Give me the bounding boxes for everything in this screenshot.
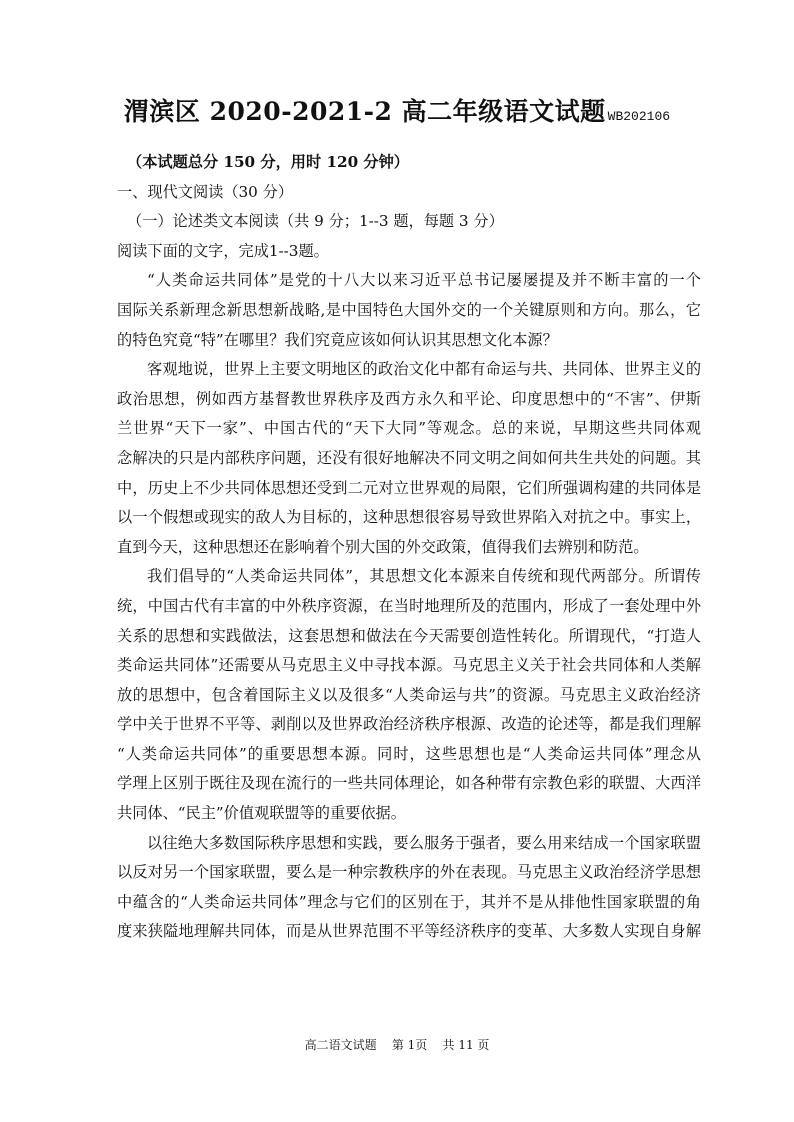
passage-line: 学理上区别于既往及现在流行的一些共同体理论，如各种带有宗教色彩的联盟、大西洋 [117,774,701,793]
subsection-heading: （一）论述类文本阅读（共 9 分；1--3 题，每题 3 分） [127,212,504,231]
passage-line: 中，历史上不少共同体思想还受到二元对立世界观的局限，它们所强调构建的共同体是 [117,478,701,497]
exam-title: 渭滨区 2020-2021-2 高二年级语文试题 [123,97,606,126]
passage-line: 以一个假想或现实的敌人为目标的，这种思想很容易导致世界陷入对抗之中。事实上， [117,508,701,527]
passage-line: 类命运共同体”还需要从马克思主义中寻找本源。马克思主义关于社会共同体和人类解 [117,656,701,675]
passage-line: 以反对另一个国家联盟，要么是一种宗教秩序的外在表现。马克思主义政治经济学思想 [117,863,701,882]
page-title [0,92,794,128]
exam-info: （本试题总分 150 分，用时 120 分钟） [127,153,409,171]
passage-line: 学中关于世界不平等、剥削以及世界政治经济秩序根源、改造的论述等，都是我们理解 [117,715,701,734]
exam-body [117,148,701,947]
passage-line: 中蕴含的“人类命运共同体”理念与它们的区别在于，其并不是从排他性国家联盟的角 [117,892,701,911]
passage-line: 直到今天，这种思想还在影响着个别大国的外交政策，值得我们去辨别和防范。 [117,537,649,556]
passage-line: 我们倡导的“人类命运共同体”，其思想文化本源来自传统和现代两部分。所谓传 [147,567,701,586]
passage-line: 放的思想中，包含着国际主义以及很多“人类命运与共”的资源。马克思主义政治经济 [117,685,701,704]
passage-line: 国际关系新理念新思想新战略,是中国特色大国外交的一个关键原则和方向。那么，它 [117,300,701,319]
page-footer: 高二语文试题 第 1页 共 11 页 [304,1038,490,1052]
reading-instruction: 阅读下面的文字，完成1--3题。 [117,241,329,260]
section-heading: 一、现代文阅读（30 分） [117,182,294,201]
passage-line: 兰世界“天下一家”、中国古代的“天下大同”等观念。总的来说，早期这些共同体观 [117,419,701,438]
exam-code: WB202106 [607,109,671,124]
passage-line: 政治思想，例如西方基督教世界秩序及西方永久和平论、印度思想中的“不害”、伊斯 [117,389,701,408]
passage-line: 客观地说，世界上主要文明地区的政治文化中都有命运与共、共同体、世界主义的 [147,360,701,379]
passage-line: 念解决的只是内部秩序问题，还没有很好地解决不同文明之间如何共生共处的问题。其 [117,448,701,467]
passage-line: 共同体、“民主”价值观联盟等的重要依据。 [117,804,406,823]
passage-line: 统，中国古代有丰富的中外秩序资源，在当时地理所及的范围内，形成了一套处理中外 [117,596,701,615]
passage-line: 的特色究竟“特”在哪里？我们究竟应该如何认识其思想文化本源？ [117,330,558,349]
passage-line: “人类命运共同体”是党的十八大以来习近平总书记屡屡提及并不断丰富的一个 [147,271,701,290]
passage-line: 以往绝大多数国际秩序思想和实践，要么服务于强者，要么用来结成一个国家联盟 [147,833,701,852]
passage-line: 关系的思想和实践做法，这套思想和做法在今天需要创造性转化。所谓现代，“打造人 [117,626,701,645]
passage-line: 度来狭隘地理解共同体，而是从世界范围不平等经济秩序的变革、大多数人实现自身解 [117,922,701,941]
passage-line: “人类命运共同体”的重要思想本源。同时，这些思想也是“人类命运共同体”理念从 [117,744,701,763]
